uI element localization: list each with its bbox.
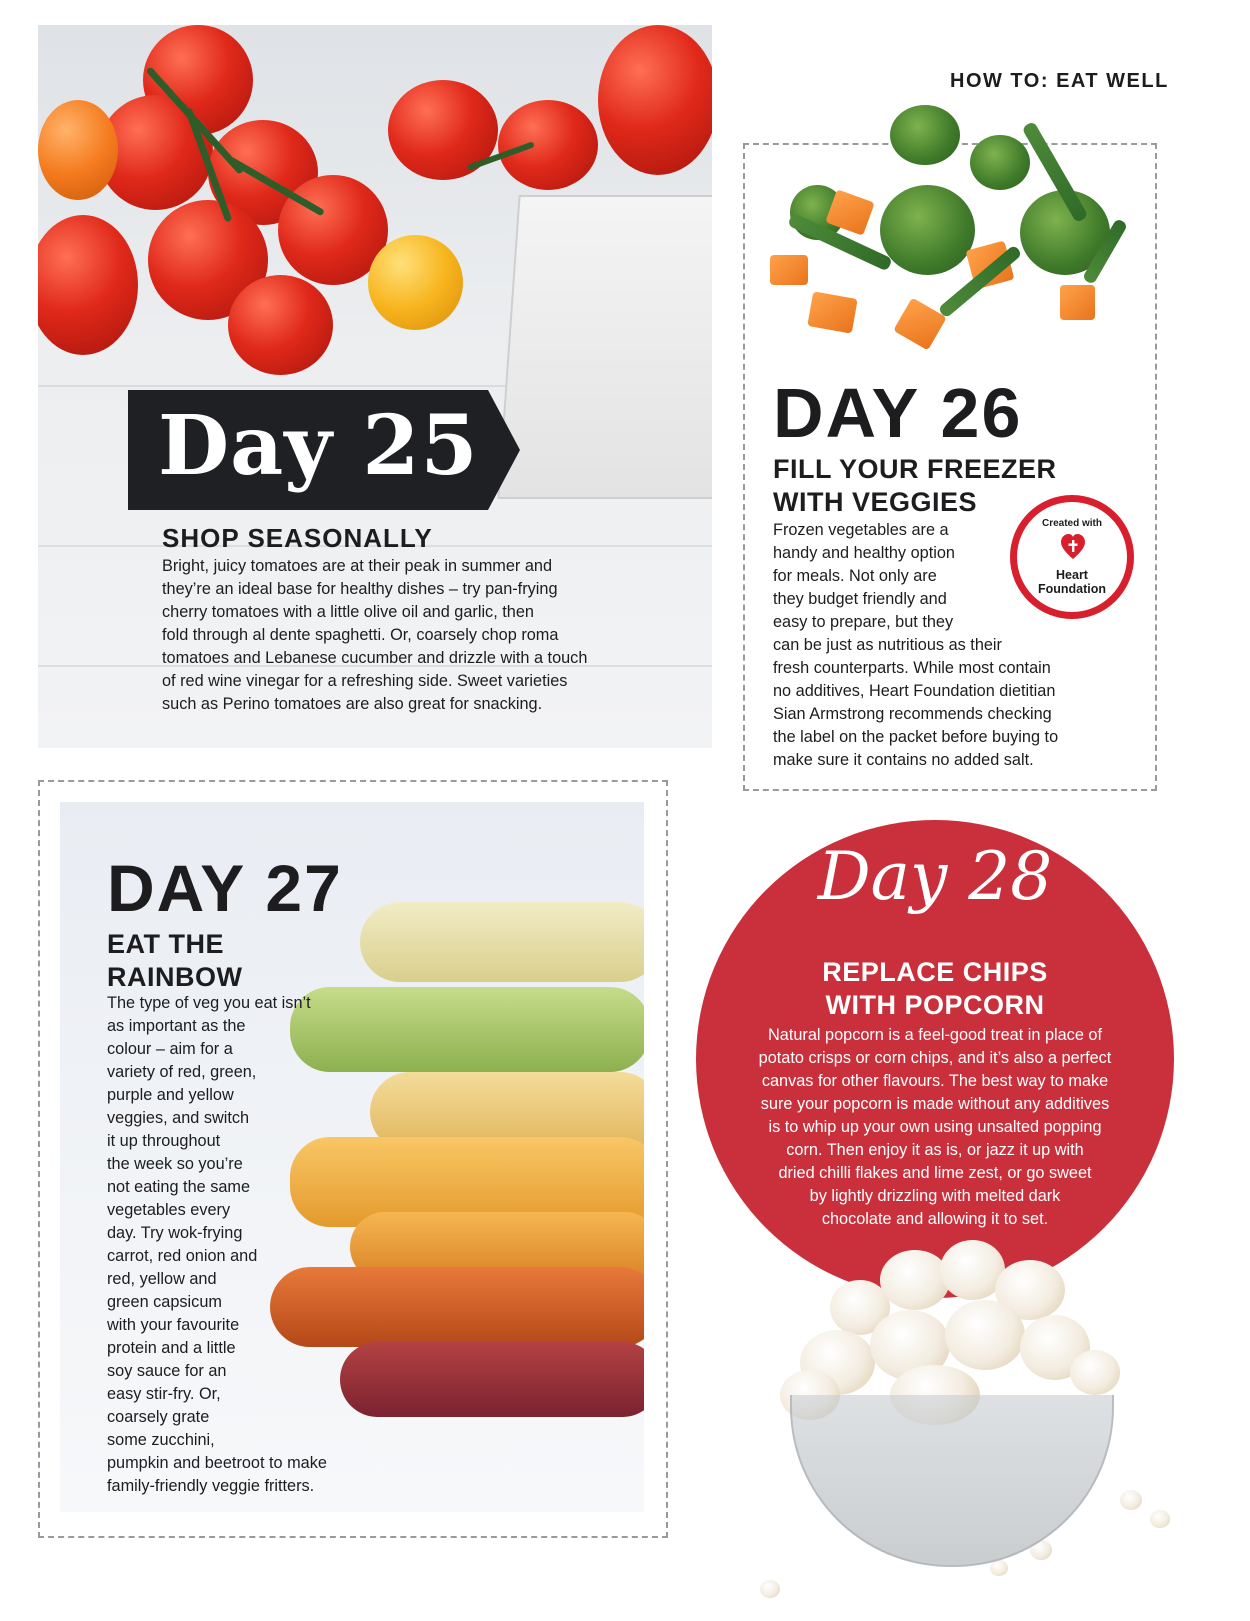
section-header: HOW TO: EAT WELL [950,70,1169,92]
day27-title: DAY 27 [107,851,343,925]
day27-body: The type of veg you eat isn’t as important as the colour – aim for a variety of red, green, purple and yellow veggies, and switch it up throughout the week so you’re not eating the same vegetables every day. Try wok-frying carrot, red onion and red, yellow and green capsicum with your favourite protein and a little soy sauce for an easy stir-fry. Or, coarsely grate some zucchini, pumpkin and beetroot to make family-friendly veggie fritters. [107,994,327,1495]
day28-body: Natural popcorn is a feel-good treat in place of potato crisps or corn chips, and it’s also a perfect canvas for other flavours. The best way to make sure your popcorn is made without any additives is to whip up your own using unsalted popping corn. Then enjoy it as is, or jazz it up with dried chilli flakes and lime zest, or go sweet by lightly drizzling with melted dark chocolate and allowing it to set. [758,1026,1112,1228]
day25-subtitle: SHOP SEASONALLY [162,523,433,553]
day26-subtitle: FILL YOUR FREEZER WITH VEGGIES [773,454,1057,517]
day26-body: Frozen vegetables are a handy and healthy option for meals. Not only are they budget friendly and easy to prepare, but they can be just as nutritious as their fresh counterparts. While most contain no additives, Heart Foundation dietitian Sian Armstrong recommends checking the label on the packet before buying to make sure it contains no added salt. [773,521,1059,769]
heart-foundation-logo [1010,495,1134,619]
heart-icon [1061,534,1085,560]
frozen-veggies-photo [770,105,1140,345]
day25-body: Bright, juicy tomatoes are at their peak in summer and they’re an ideal base for healthy dishes – try pan-frying cherry tomatoes with a little olive oil and garlic, then fold through al dente spaghetti. Or, coarsely chop roma tomatoes and Lebanese cucumber and drizzle with a touch of red wine vinegar for a refreshing side. Sweet varieties such as Perino tomatoes are also great for snacking. [162,557,588,713]
day28-subtitle: REPLACE CHIPS WITH POPCORN [822,957,1048,1020]
day25-banner-arrow [488,390,520,510]
hf-created-with: Created with [1041,518,1102,529]
day26-title: DAY 26 [773,374,1023,452]
day28-title: Day 28 [817,838,1053,915]
day27-subtitle: EAT THE RAINBOW [107,929,243,992]
day25-title: Day 25 [158,398,479,494]
hf-name: Heart Foundation [1037,568,1107,596]
